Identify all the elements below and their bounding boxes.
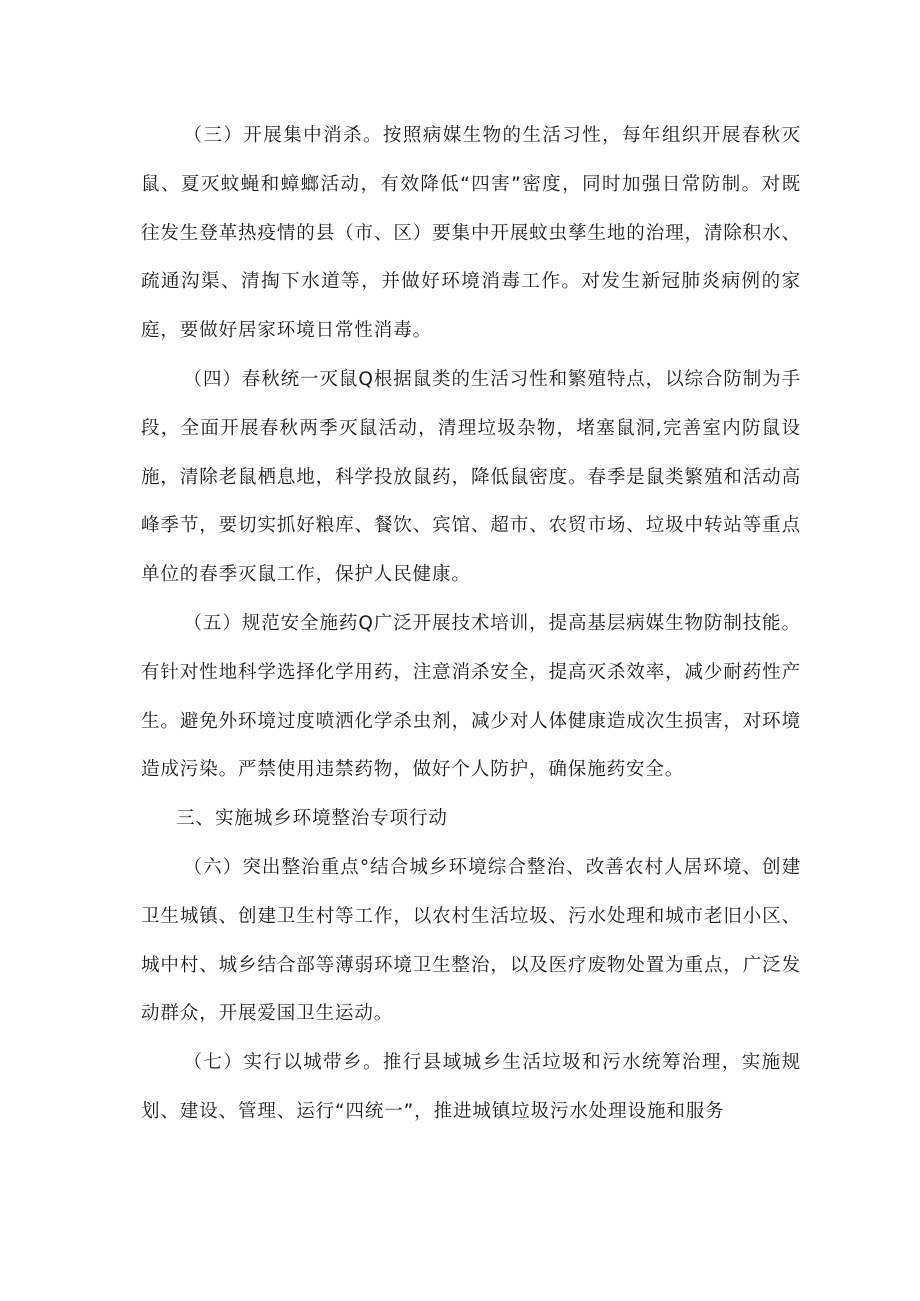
paragraph-3-concentrated-disinfection: （三）开展集中消杀。按照病媒生物的生活习性，每年组织开展春秋灭鼠、夏灭蚊蝇和蟑螂活动，有效降低“四害”密度，同时加强日常防制。对既往发生登革热疫情的县（市、区）要集中开展蚊虫孳生地的治理，清除积水、疏通沟渠、清掏下水道等，并做好环境消毒工作。对发生新冠肺炎病例的家庭，要做好居家环境日常性消毒。 (141, 125, 801, 342)
section-heading-3: 三、实施城乡环境整治专项行动 (176, 808, 448, 830)
paragraph-6-rectification-focus: （六）突出整治重点°结合城乡环境综合整治、改善农村人居环境、创建卫生城镇、创建卫生村等工作，以农村生活垃圾、污水处理和城市老旧小区、城中村、城乡结合部等薄弱环境卫生整治，以及医疗废物处置为重点，广泛发动群众，开展爱国卫生运动。 (141, 856, 801, 1025)
paragraph-5-safe-pesticide-use: （五）规范安全施药Q广泛开展技术培训，提高基层病媒生物防制技能。有针对性地科学选择化学用药，注意消杀安全，提高灭杀效率，减少耐药性产生。避免外环境过度喷洒化学杀虫剂，减少对人体健康造成次生损害，对环境造成污染。严禁使用违禁药物，做好个人防护，确保施药安全。 (141, 612, 801, 781)
paragraph-4-rodent-control: （四）春秋统一灭鼠Q根据鼠类的生活习性和繁殖特点，以综合防制为手段，全面开展春秋两季灭鼠活动，清理垃圾杂物，堵塞鼠洞,完善室内防鼠设施，清除老鼠栖息地，科学投放鼠药，降低鼠密度。春季是鼠类繁殖和活动高峰季节，要切实抓好粮库、餐饮、宾馆、超市、农贸市场、垃圾中转站等重点单位的春季灭鼠工作，保护人民健康。 (141, 368, 801, 586)
document-body (141, 112, 801, 1137)
paragraph-7-city-leads-village: （七）实行以城带乡。推行县域城乡生活垃圾和污水统筹治理，实施规划、建设、管理、运行“四统一”，推进城镇垃圾污水处理设施和服务 (141, 1052, 801, 1122)
